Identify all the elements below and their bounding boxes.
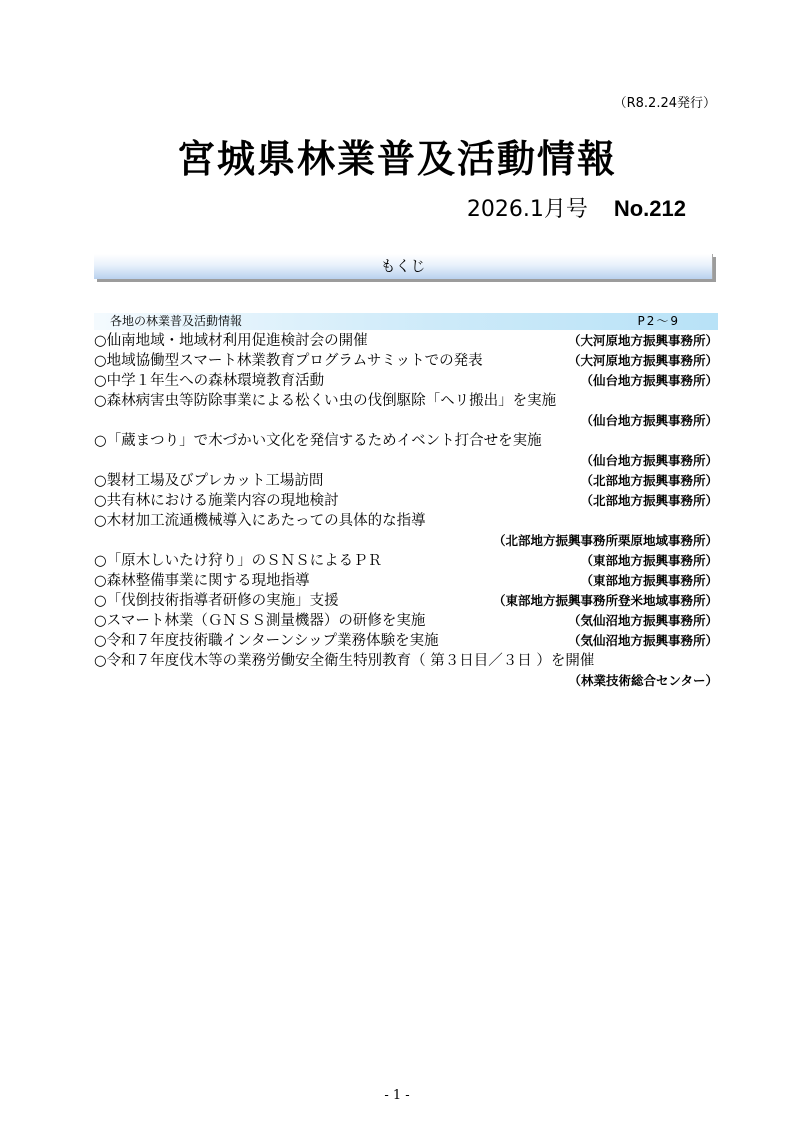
toc-heading-bar xyxy=(94,254,713,279)
toc-item-title: ○木材加工流通機械導入にあたっての具体的な指導 xyxy=(94,513,426,529)
toc-item-office-line xyxy=(94,411,718,431)
toc-item-office: （北部地方振興事務所栗原地域事務所） xyxy=(492,533,718,548)
issue-date: （R8.2.24発行） xyxy=(613,96,716,111)
toc-item-office-line xyxy=(94,451,718,471)
toc-item-office: （東部地方振興事務所登米地域事務所） xyxy=(492,593,718,608)
toc-item-office: （北部地方振興事務所） xyxy=(580,493,718,508)
toc-item[interactable] xyxy=(94,631,718,651)
newsletter-title: 宮城県林業普及活動情報 xyxy=(176,137,617,181)
toc-item[interactable] xyxy=(94,391,718,411)
toc-item-office: （林業技術総合センター） xyxy=(568,673,718,688)
toc-item-office: （仙台地方振興事務所） xyxy=(580,453,718,468)
toc-list xyxy=(94,331,718,691)
toc-item-office: （仙台地方振興事務所） xyxy=(580,413,718,428)
toc-heading: もくじ xyxy=(380,257,426,275)
toc-item[interactable] xyxy=(94,591,718,611)
toc-item-title: ○「原木しいたけ狩り」のＳＮＳによるＰＲ xyxy=(94,553,383,569)
issue-month: 2026.1月号 xyxy=(466,197,588,222)
toc-item[interactable] xyxy=(94,571,718,591)
toc-item-title: ○仙南地域・地域材利用促進検討会の開催 xyxy=(94,333,368,349)
toc-item-office-line xyxy=(94,671,718,691)
toc-item[interactable] xyxy=(94,651,718,671)
toc-item-office: （東部地方振興事務所） xyxy=(580,573,718,588)
toc-item-office: （東部地方振興事務所） xyxy=(580,553,718,568)
toc-item[interactable] xyxy=(94,551,718,571)
toc-item[interactable] xyxy=(94,431,718,451)
toc-item-title: ○「蔵まつり」で木づかい文化を発信するためイベント打合せを実施 xyxy=(94,433,542,449)
toc-item[interactable] xyxy=(94,471,718,491)
toc-item-title: ○スマート林業（ＧＮＳＳ測量機器）の研修を実施 xyxy=(94,613,426,629)
section-page-range: P2～9 xyxy=(637,314,680,328)
toc-item[interactable] xyxy=(94,331,718,351)
toc-item[interactable] xyxy=(94,351,718,371)
toc-item-office: （気仙沼地方振興事務所） xyxy=(567,633,718,648)
toc-item[interactable] xyxy=(94,371,718,391)
page-number: - 1 - xyxy=(384,1088,410,1103)
issue-number: No.212 xyxy=(613,196,686,221)
toc-item-title: ○令和７年度技術職インターンシップ業務体験を実施 xyxy=(94,633,439,649)
toc-item[interactable] xyxy=(94,511,718,531)
toc-item[interactable] xyxy=(94,611,718,631)
issue-line xyxy=(467,192,686,223)
toc-item-office: （北部地方振興事務所） xyxy=(580,473,718,488)
toc-item[interactable] xyxy=(94,491,718,511)
section-header-bar xyxy=(94,313,718,330)
toc-item-office: （仙台地方振興事務所） xyxy=(580,373,718,388)
toc-item-office-line xyxy=(94,531,718,551)
toc-item-title: ○中学１年生への森林環境教育活動 xyxy=(94,373,325,389)
toc-item-office: （大河原地方振興事務所） xyxy=(567,353,718,368)
section-title: 各地の林業普及活動情報 xyxy=(110,314,243,328)
toc-item-title: ○令和７年度伐木等の業務労働安全衛生特別教育（ 第３日目／３日 ）を開催 xyxy=(94,653,595,669)
toc-item-title: ○製材工場及びプレカット工場訪問 xyxy=(94,473,324,489)
toc-item-title: ○共有林における施業内容の現地検討 xyxy=(94,493,339,509)
toc-item-office: （大河原地方振興事務所） xyxy=(567,333,718,348)
toc-item-title: ○森林病害虫等防除事業による松くい虫の伐倒駆除「ヘリ搬出」を実施 xyxy=(94,393,557,409)
toc-item-title: ○地域協働型スマート林業教育プログラムサミットでの発表 xyxy=(94,353,483,369)
toc-item-title: ○「伐倒技術指導者研修の実施」支援 xyxy=(94,593,339,609)
toc-item-office: （気仙沼地方振興事務所） xyxy=(567,613,718,628)
toc-item-title: ○森林整備事業に関する現地指導 xyxy=(94,573,310,589)
